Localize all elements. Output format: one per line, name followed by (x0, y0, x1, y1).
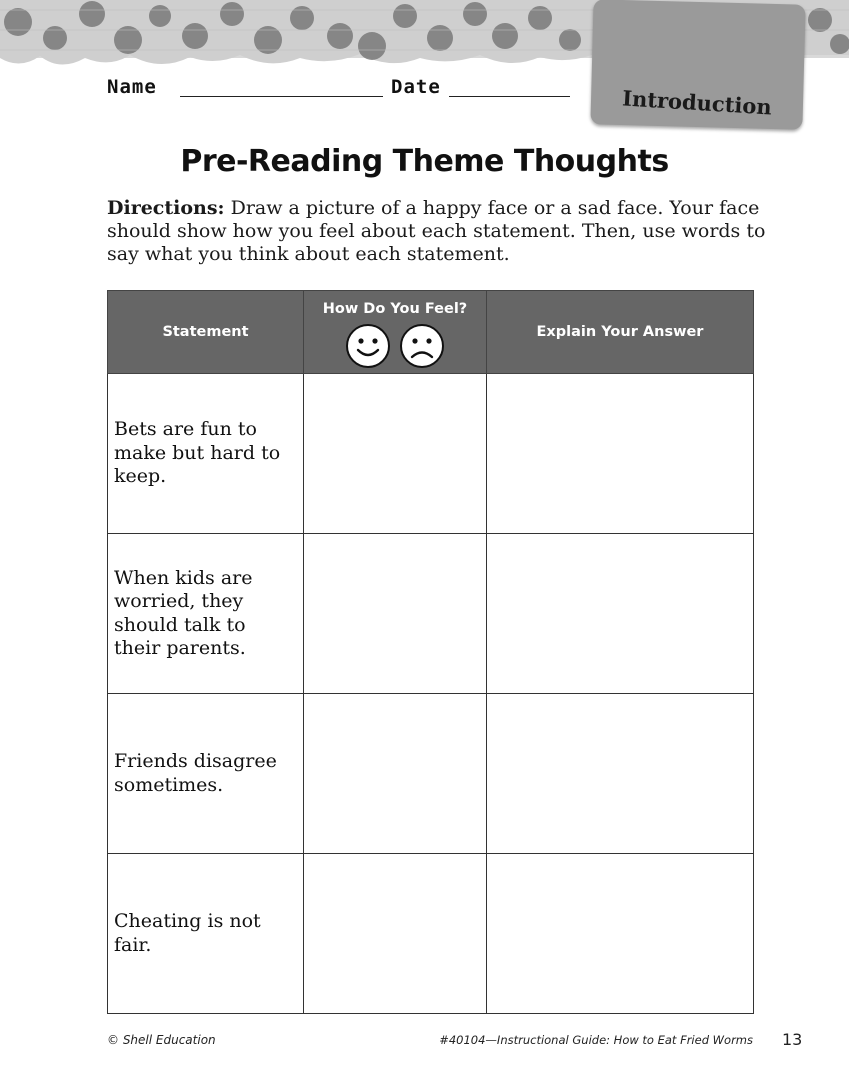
statement-cell (108, 694, 304, 854)
statement-column-header: Statement (108, 291, 304, 374)
footer-publisher: © Shell Education (107, 1033, 216, 1047)
date-field[interactable] (449, 96, 570, 97)
statement-cell (108, 854, 304, 1014)
explain-column-header: Explain Your Answer (487, 291, 754, 374)
directions-text (107, 197, 767, 266)
table-row (108, 854, 754, 1014)
explain-answer-cell[interactable] (487, 854, 754, 1014)
explain-answer-cell[interactable] (487, 534, 754, 694)
table-row (108, 534, 754, 694)
table-row (108, 694, 754, 854)
happy-face-icon (345, 323, 391, 369)
statement-cell (108, 534, 304, 694)
page-title: Pre-Reading Theme Thoughts (180, 144, 669, 179)
date-label: Date (391, 76, 441, 98)
name-label: Name (107, 76, 157, 98)
statement-text: Friends disagree sometimes. (114, 750, 277, 796)
name-field[interactable] (180, 96, 383, 97)
statement-text: Bets are fun to make but hard to keep. (114, 418, 281, 488)
explain-answer-cell[interactable] (487, 694, 754, 854)
explain-answer-cell[interactable] (487, 374, 754, 534)
footer-product: #40104—Instructional Guide: How to Eat Fried Worms (439, 1033, 753, 1047)
feel-answer-cell[interactable] (304, 694, 487, 854)
table-row (108, 374, 754, 534)
feel-answer-cell[interactable] (304, 374, 487, 534)
feel-column-label: How Do You Feel? (322, 301, 468, 317)
page-number: 13 (782, 1030, 803, 1049)
feel-column-header (304, 291, 487, 374)
directions-body: Draw a picture of a happy face or a sad face. Your face should show how you feel about each statement. Then, use words to say what you think about each statement. (107, 197, 766, 265)
table-header-row (108, 291, 754, 374)
feel-answer-cell[interactable] (304, 534, 487, 694)
statement-text: Cheating is not fair. (114, 910, 261, 956)
statement-text: When kids are worried, they should talk to their parents. (114, 566, 253, 659)
sad-face-icon (399, 323, 445, 369)
feel-answer-cell[interactable] (304, 854, 487, 1014)
statement-cell (108, 374, 304, 534)
directions-label: Directions: (107, 197, 225, 219)
section-tab (590, 0, 805, 130)
worksheet-table (107, 290, 754, 1014)
section-tab-label: Introduction (621, 85, 773, 120)
